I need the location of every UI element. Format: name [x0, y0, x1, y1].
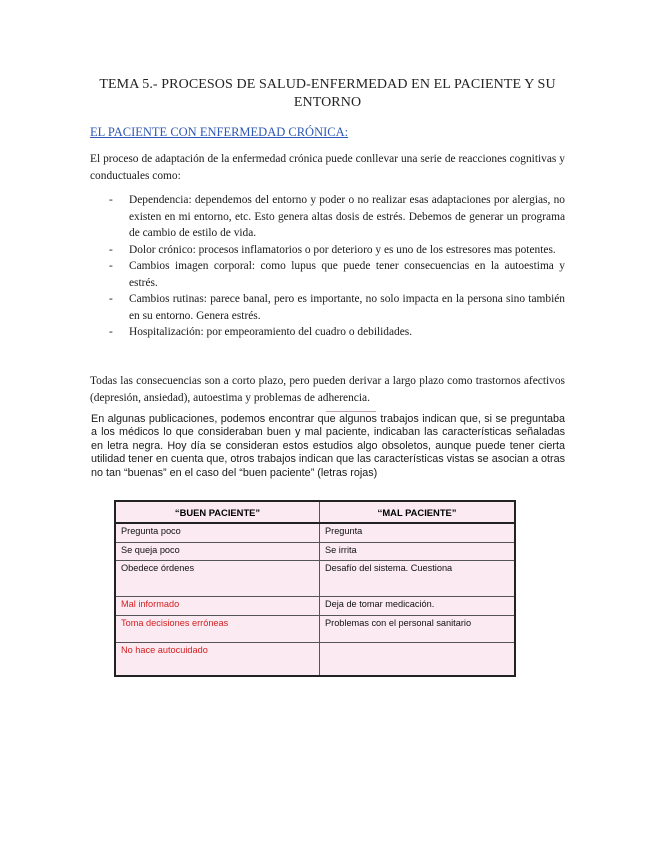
intro-paragraph: El proceso de adaptación de la enfermedad crónica puede conllevar una serie de reacciones cognitivas y conductuales como:	[90, 153, 565, 182]
section-heading: EL PACIENTE CON ENFERMEDAD CRÓNICA:	[90, 125, 349, 139]
list-item: - Dolor crónico: procesos inflamatorios o por deterioro y es uno de los estresores mas potentes.	[90, 242, 565, 259]
table-cell: Pregunta poco	[115, 523, 320, 542]
table-row	[115, 542, 515, 560]
bullet-dash: -	[109, 194, 113, 206]
bullet-dash: -	[109, 293, 113, 305]
table-row	[115, 597, 515, 615]
table-cell: Problemas con el personal sanitario	[320, 615, 516, 642]
bullet-dash: -	[109, 326, 113, 338]
reactions-list	[90, 192, 565, 341]
table-row	[115, 615, 515, 642]
table-cell: Mal informado	[115, 597, 320, 615]
table-cell: Obedece órdenes	[115, 561, 320, 597]
table-row	[115, 561, 515, 597]
table-row	[115, 642, 515, 676]
boxed-text: En algunas publicaciones, podemos encontrar que algunos trabajos indican que, si se preguntaba a los médicos lo que consideraban buen y mal paciente, indicaban las características señaladas en letra negra. Hoy día se consideran estos estudios algo obsoletos, aunque puede tener cierta utilidad tener en cuenta que, otros trabajos indican que las características vistas se asocian a otras no tan “buenas” en el caso del “buen paciente” (letras rojas)	[91, 413, 565, 479]
page-title: TEMA 5.- PROCESOS DE SALUD-ENFERMEDAD EN EL PACIENTE Y SU ENTORNO	[99, 77, 556, 110]
table-cell: Toma decisiones erróneas	[115, 615, 320, 642]
table-cell	[320, 642, 516, 676]
header-bad-patient: ‘‘MAL PACIENTE”	[320, 501, 516, 523]
bullet-dash: -	[109, 243, 113, 256]
table-cell: Se queja poco	[115, 542, 320, 560]
table-header-row	[115, 501, 515, 523]
patients-table	[114, 500, 516, 677]
list-item: - Dependencia: dependemos del entorno y poder o no realizar esas adaptaciones por alergias, no existen en mi entorno, etc. Esto genera altas dosis de estrés. Debemos de generar un programa de cambio de estilo de vida.	[109, 194, 565, 239]
list-item: - Cambios rutinas: parece banal, pero es importante, no solo impacta en la persona sino también en su entorno. Genera estrés.	[109, 293, 565, 322]
table-cell: Se irrita	[320, 542, 516, 560]
conclusion-paragraph: Todas las consecuencias son a corto plazo, pero pueden derivar a largo plazo como trastornos afectivos (depresión, ansiedad), autoestima y problemas de adherencia.	[90, 375, 565, 404]
list-item: - Hospitalización: por empeoramiento del cuadro o debilidades.	[90, 324, 565, 341]
table-cell: Pregunta	[320, 523, 516, 542]
header-good-patient: “BUEN PACIENTE”	[115, 501, 320, 523]
table-cell: Desafío del sistema. Cuestiona	[320, 561, 516, 597]
divider	[326, 411, 376, 412]
table-cell: Deja de tomar medicación.	[320, 597, 516, 615]
list-item: - Cambios imagen corporal: como lupus que puede tener consecuencias en la autoestima y estrés.	[109, 260, 565, 289]
table-cell: No hace autocuidado	[115, 642, 320, 676]
table-row	[115, 523, 515, 542]
bullet-dash: -	[109, 260, 113, 272]
